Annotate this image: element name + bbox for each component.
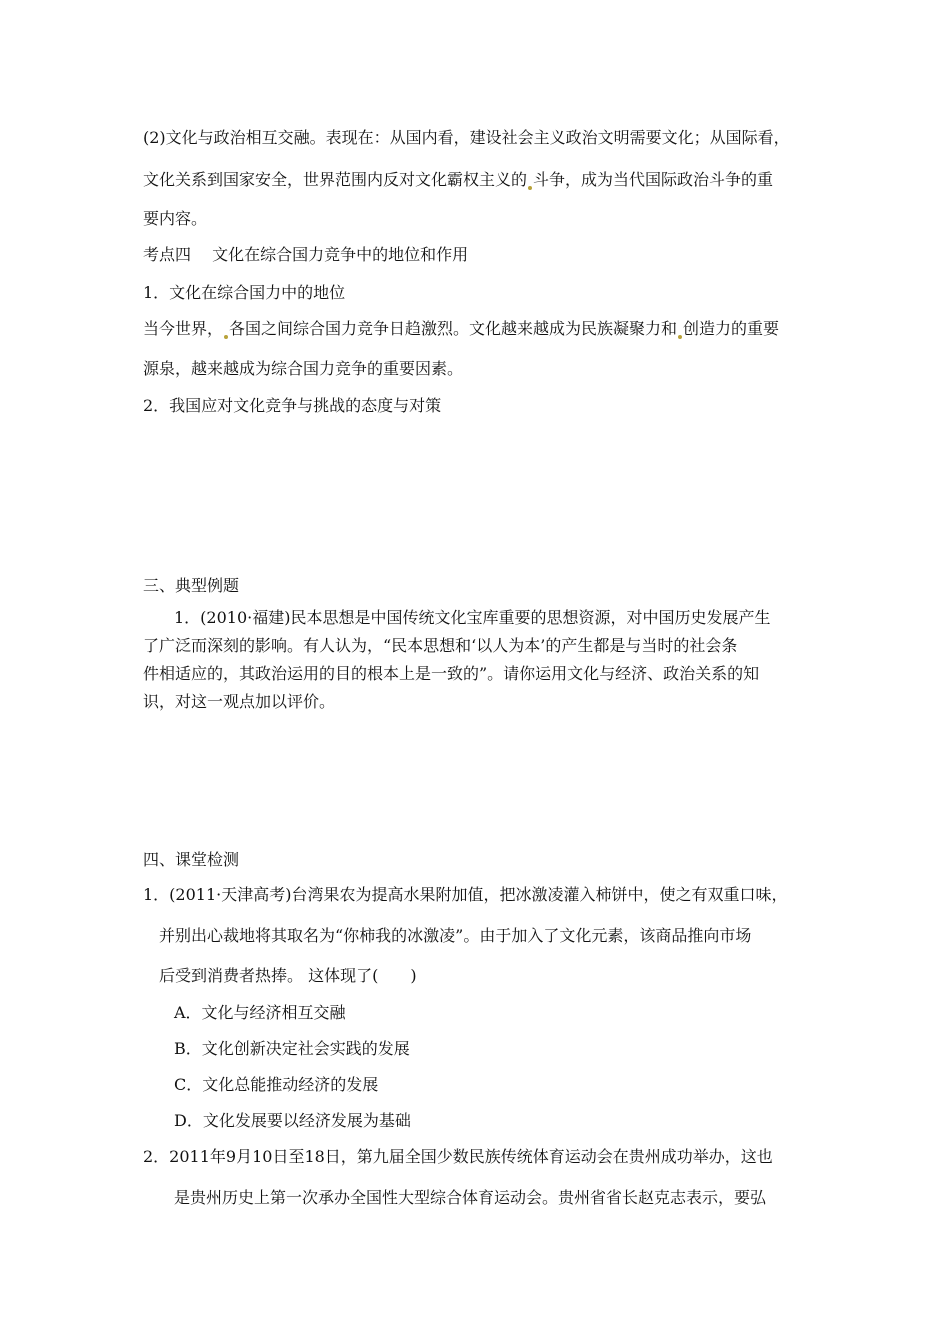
section2-item2-line2-part2: 斗争，成为当代国际政治斗争的重 [533, 170, 774, 189]
section4-q1-option-a: A．文化与经济相互交融 [174, 1003, 346, 1022]
section4-q1-option-b: B．文化创新决定社会实践的发展 [174, 1039, 410, 1058]
point4-paragraph-line1 [143, 319, 779, 339]
section4-q2-line2: 是贵州历史上第一次承办全国性大型综合体育运动会。贵州省省长赵克志表示，要弘 [174, 1188, 767, 1207]
section4-q2-line1: 2．2011年9月10日至18日，第九届全国少数民族传统体育运动会在贵州成功举办，这也 [143, 1147, 773, 1166]
section2-item2-line2-part1: 文化关系到国家安全，世界范围内反对文化霸权主义的 [143, 170, 528, 189]
section4-heading: 四、课堂检测 [143, 850, 240, 869]
section4-q1-option-c: C．文化总能推动经济的发展 [174, 1075, 379, 1094]
section2-item2-line1: (2)文化与政治相互交融。表现在：从国内看，建设社会主义政治文明需要文化；从国际看， [143, 128, 790, 147]
section3-q1-line2: 了广泛而深刻的影响。有人认为，“民本思想和‘以人为本’的产生都是与当时的社会条 [143, 636, 738, 655]
point4-subheading-1: 1．文化在综合国力中的地位 [143, 283, 346, 302]
point4-heading: 考点四 文化在综合国力竞争中的地位和作用 [143, 245, 469, 264]
section4-q1-line3: 后受到消费者热捧。 这体现了( ) [159, 966, 417, 985]
annotation-mark-icon [224, 335, 228, 339]
point4-paragraph-part2: 各国之间综合国力竞争日趋激烈。文化越来越成为民族凝聚力和 [229, 319, 678, 338]
section2-item2-line3: 要内容。 [143, 209, 208, 228]
point4-paragraph-line2: 源泉，越来越成为综合国力竞争的重要因素。 [143, 359, 464, 378]
section4-q1-line2: 并别出心裁地将其取名为“你柿我的冰激凌”。由于加入了文化元素，该商品推向市场 [159, 926, 752, 945]
section4-q1-line1: 1．(2011·天津高考)台湾果农为提高水果附加值，把冰激凌灌入柿饼中，使之有双重口味， [143, 885, 788, 904]
section3-heading: 三、典型例题 [143, 576, 240, 595]
point4-paragraph-part1: 当今世界， [143, 319, 224, 338]
point4-subheading-2: 2．我国应对文化竞争与挑战的态度与对策 [143, 396, 442, 415]
section3-q1-line3: 件相适应的，其政治运用的目的根本上是一致的”。请你运用文化与经济、政治关系的知 [143, 664, 760, 683]
point4-paragraph-part3: 创造力的重要 [683, 319, 780, 338]
section2-item2-line2 [143, 170, 773, 190]
section4-q1-option-d: D．文化发展要以经济发展为基础 [174, 1111, 411, 1130]
annotation-mark-icon [528, 186, 532, 190]
section3-q1-line4: 识，对这一观点加以评价。 [143, 692, 336, 711]
section3-q1-line1: 1．(2010·福建)民本思想是中国传统文化宝库重要的思想资源，对中国历史发展产生 [174, 608, 771, 627]
annotation-mark-icon [678, 335, 682, 339]
